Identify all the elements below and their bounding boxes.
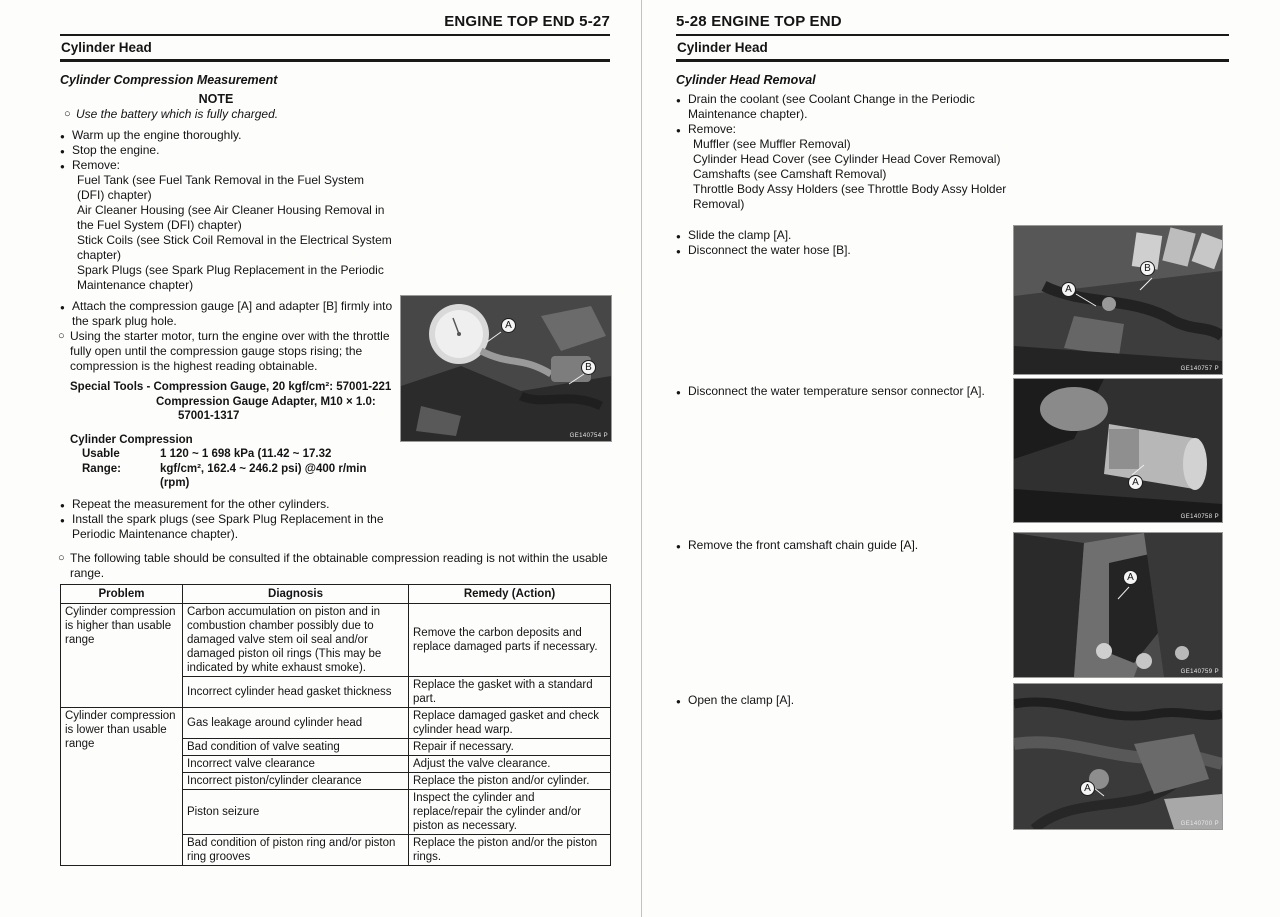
bullet-marker: ● (676, 542, 681, 551)
step-water-temp-sensor (676, 384, 1026, 399)
step-text: Install the spark plugs (see Spark Plug Replacement in the Periodic Maintenance chapter). (72, 511, 384, 541)
sub-item: Fuel Tank (see Fuel Tank Removal in the Fuel System (DFI) chapter) (77, 173, 365, 202)
photo-artwork (1014, 379, 1222, 522)
step-text: Disconnect the water hose [B]. (688, 243, 851, 257)
page-header-left: ENGINE TOP END 5-27 (444, 13, 610, 30)
step-text: Disconnect the water temperature sensor connector [A]. (688, 384, 985, 398)
photo-label-a: A (501, 318, 516, 333)
step-open-clamp (676, 693, 1026, 708)
remedy-cell: Replace damaged gasket and check cylinder head warp. (409, 707, 611, 738)
remedy-cell: Replace the piston and/or cylinder. (409, 772, 611, 789)
page-divider (641, 0, 642, 917)
section-rule (676, 59, 1229, 62)
bullet-marker: ● (60, 147, 65, 156)
right-content (676, 10, 1229, 212)
remedy-cell: Remove the carbon deposits and replace damaged parts if necessary. (409, 603, 611, 676)
section-rule (60, 59, 610, 62)
page-header-right: 5-28 ENGINE TOP END (676, 13, 842, 30)
bullet-marker: ● (60, 162, 65, 171)
diagnosis-cell: Bad condition of piston ring and/or piston ring grooves (183, 834, 409, 865)
step-text: Remove: (72, 158, 121, 172)
diagnosis-cell: Piston seizure (183, 789, 409, 834)
special-tools-block (70, 380, 394, 424)
diagnosis-cell: Incorrect piston/cylinder clearance (183, 772, 409, 789)
cylinder-compression-block (70, 433, 394, 491)
photo-code: GE140700 P (1180, 821, 1219, 827)
table-header-row (61, 584, 611, 603)
step-text: Drain the coolant (see Coolant Change in the Periodic Maintenance chapter). (688, 92, 975, 121)
step-text: Remove: (688, 122, 737, 136)
note-heading: NOTE (198, 92, 234, 106)
photo-label-b: B (581, 360, 596, 375)
step-text: Slide the clamp [A]. (688, 228, 792, 242)
subsection-title: Cylinder Head Removal (676, 73, 816, 87)
bullet-marker: ● (676, 96, 681, 105)
circle-note (60, 329, 394, 374)
bullet-marker: ● (60, 500, 65, 510)
step-item (60, 158, 394, 173)
special-tool-line: 57001-1317 (178, 410, 240, 422)
photo-water-temp-sensor (1013, 378, 1223, 523)
photo-label-a: A (1128, 475, 1143, 490)
bullet-marker: ● (60, 303, 65, 312)
bullet-marker: ● (60, 132, 65, 141)
step-text: Stop the engine. (72, 143, 160, 157)
remedy-cell: Replace the piston and/or the piston rings. (409, 834, 611, 865)
step-item (676, 122, 1010, 137)
bullet-marker: ● (60, 515, 65, 525)
table-intro-text: The following table should be consulted if the obtainable compression reading is not within the usable range. (70, 550, 608, 580)
section-title-left: Cylinder Head (61, 40, 152, 55)
problem-cell: Cylinder compression is lower than usable range (61, 707, 183, 865)
special-tool-line: Compression Gauge Adapter, M10 × 1.0: (156, 395, 376, 408)
circle-marker: ○ (64, 108, 71, 120)
table-row (61, 603, 611, 676)
step-item (676, 243, 1026, 258)
photo-artwork (1014, 226, 1222, 374)
photo-open-clamp (1013, 683, 1223, 830)
sub-item: Stick Coils (see Stick Coil Removal in the Electrical System chapter) (77, 233, 392, 262)
remedy-cell: Repair if necessary. (409, 738, 611, 755)
note-text (66, 107, 394, 122)
bullet-marker: ● (676, 697, 681, 706)
photo-chain-guide (1013, 532, 1223, 678)
bullet-marker: ● (676, 388, 681, 397)
sub-item: Throttle Body Assy Holders (see Throttle Body Assy Holder Removal) (693, 182, 1007, 211)
table-header-diagnosis: Diagnosis (183, 584, 409, 603)
remove-items-list (60, 173, 394, 293)
step-item (60, 299, 394, 329)
step-text: Open the clamp [A]. (688, 693, 795, 707)
step-item (676, 384, 1026, 399)
step-item (676, 228, 1026, 243)
compression-diagnosis-table (60, 584, 611, 866)
sub-item: Spark Plugs (see Spark Plug Replacement in the Periodic Maintenance chapter) (77, 263, 384, 292)
diagnosis-cell: Gas leakage around cylinder head (183, 707, 409, 738)
problem-cell: Cylinder compression is higher than usable range (61, 603, 183, 707)
step-item (60, 128, 394, 143)
photo-code: GE140758 P (1180, 514, 1219, 520)
special-tool-line: Special Tools - Compression Gauge, 20 kgf/cm²: 57001-221 (70, 381, 392, 393)
remove-items-list (676, 137, 1010, 212)
sub-item: Air Cleaner Housing (see Air Cleaner Housing Removal in the Fuel System (DFI) chapter) (77, 203, 385, 232)
table-intro (60, 551, 610, 581)
note-text-body: Use the battery which is fully charged. (76, 107, 279, 121)
remedy-cell: Replace the gasket with a standard part. (409, 676, 611, 707)
photo-code: GE140757 P (1180, 366, 1219, 372)
bullet-marker: ● (676, 247, 681, 256)
photo-label-a: A (1123, 570, 1138, 585)
right-text-column (676, 73, 1010, 212)
bullet-marker: ● (676, 232, 681, 241)
photo-clamp-water-hose (1013, 225, 1223, 375)
table-header-problem: Problem (61, 584, 183, 603)
photo-label-a: A (1080, 781, 1095, 796)
photo-label-a: A (1061, 282, 1076, 297)
remedy-cell: Adjust the valve clearance. (409, 755, 611, 772)
photo-label-b: B (1140, 261, 1155, 276)
diagnosis-cell: Incorrect cylinder head gasket thickness (183, 676, 409, 707)
section-title-right: Cylinder Head (677, 40, 768, 55)
step-item (676, 92, 1010, 122)
remedy-cell: Inspect the cylinder and replace/repair the cylinder and/or piston as necessary. (409, 789, 611, 834)
step-text: Remove the front camshaft chain guide [A]. (688, 538, 919, 552)
table-header-remedy: Remedy (Action) (409, 584, 611, 603)
diagnosis-cell: Incorrect valve clearance (183, 755, 409, 772)
subsection-title: Cylinder Compression Measurement (60, 73, 278, 87)
circle-marker: ○ (58, 551, 65, 564)
sub-item: Cylinder Head Cover (see Cylinder Head Cover Removal) (693, 152, 1001, 166)
step-text: Warm up the engine thoroughly. (72, 128, 242, 142)
step-text: Repeat the measurement for the other cylinders. (72, 496, 330, 511)
step-item (60, 497, 394, 512)
sub-item: Camshafts (see Camshaft Removal) (693, 167, 887, 181)
cylinder-compression-title: Cylinder Compression (70, 433, 193, 446)
sub-item: Muffler (see Muffler Removal) (693, 137, 851, 151)
bullet-marker: ● (676, 126, 681, 135)
left-text-column (60, 73, 394, 542)
usable-range-value: 1 120 ~ 1 698 kPa (11.42 ~ 17.32 kgf/cm², 162.4 ~ 246.2 psi) @400 r/min (rpm) (160, 448, 367, 489)
step-item (60, 512, 394, 542)
table-row (61, 707, 611, 738)
photo-artwork (1014, 533, 1222, 677)
step-chain-guide (676, 538, 1026, 553)
usable-range-label: Usable Range: (82, 448, 121, 475)
note-text-body: Using the starter motor, turn the engine over with the throttle fully open until the compression gauge stops rising; the compression is the highest reading obtainable. (70, 329, 390, 373)
step-item (676, 538, 1026, 553)
page-right (642, 0, 1280, 917)
photo-code: GE140759 P (1180, 669, 1219, 675)
step-item (60, 143, 394, 158)
photo-artwork (1014, 684, 1222, 829)
diagnosis-cell: Bad condition of valve seating (183, 738, 409, 755)
step-group-clamp-hose (676, 228, 1026, 258)
photo-compression-gauge (400, 295, 612, 442)
diagnosis-cell: Carbon accumulation on piston and in combustion chamber possibly due to damaged valve stem oil seal and/or damaged piston oil rings (This may be indicated by white exhaust smoke). (183, 603, 409, 676)
step-item (676, 693, 1026, 708)
step-text: Attach the compression gauge [A] and adapter [B] firmly into the spark plug hole. (72, 299, 393, 328)
circle-marker: ○ (58, 330, 65, 342)
photo-code: GE140754 P (569, 433, 608, 439)
usable-range-row (82, 447, 394, 491)
